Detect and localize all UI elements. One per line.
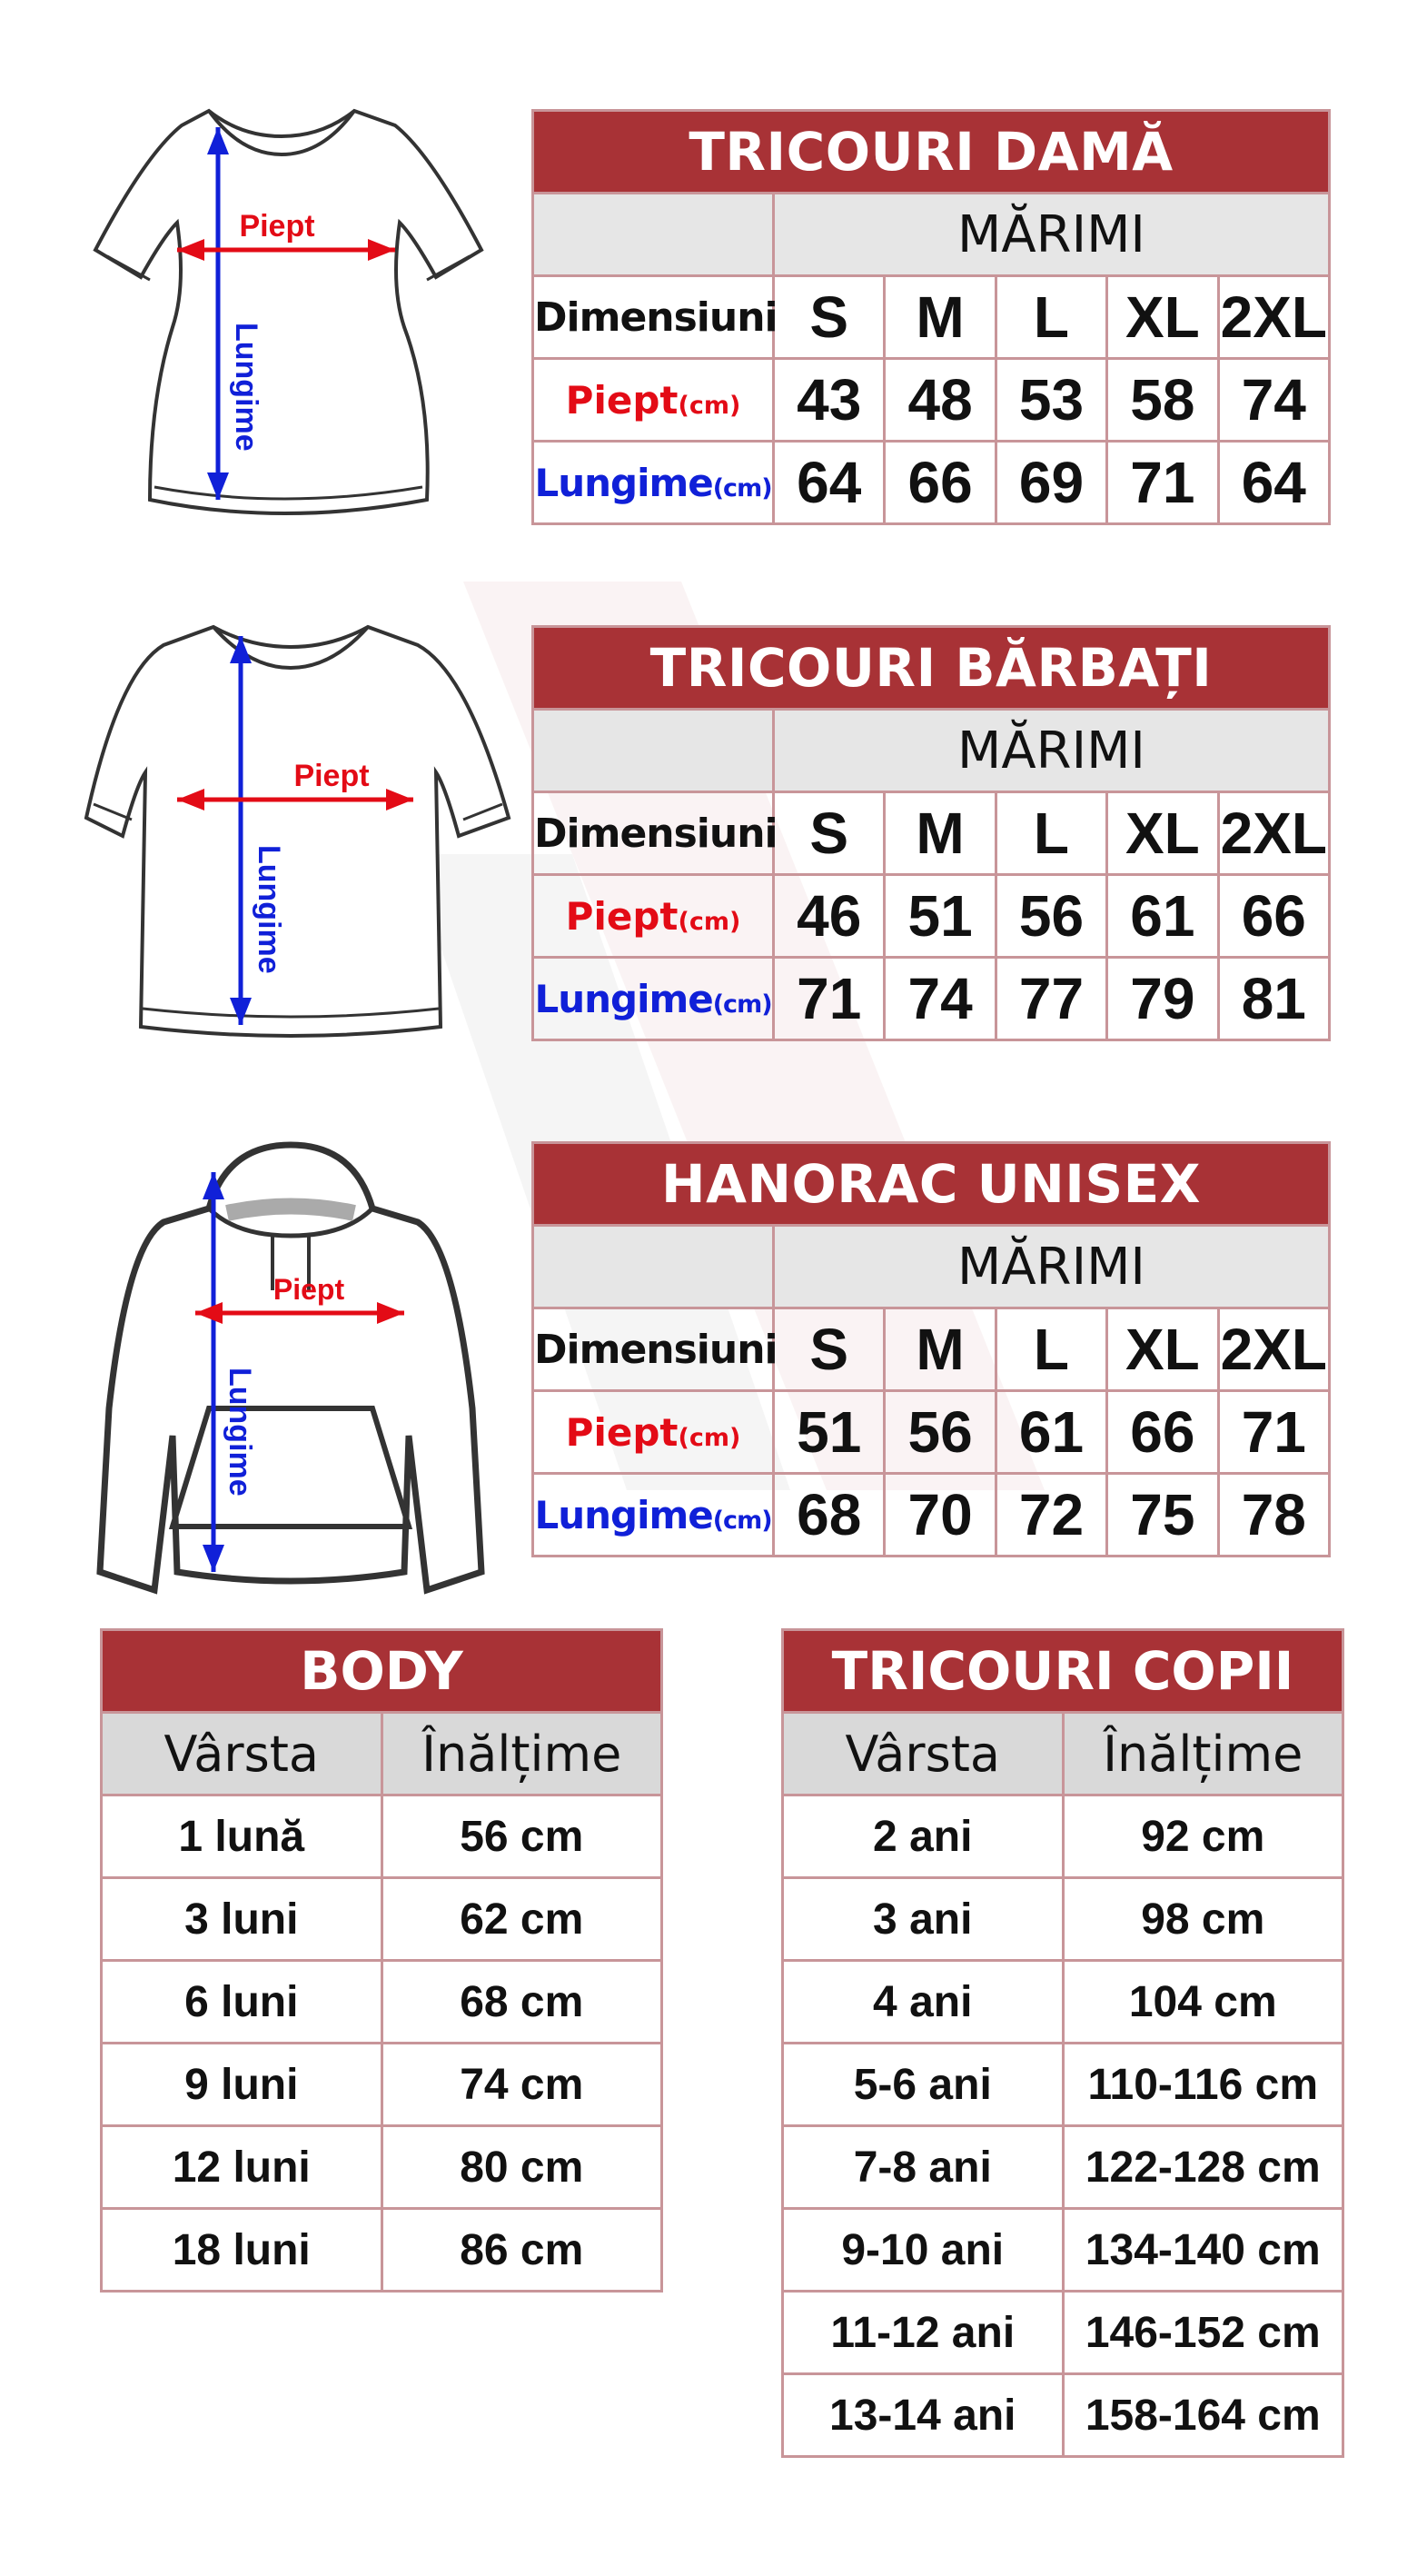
lungime-value: 75 [1107, 1474, 1218, 1557]
lungime-label: Lungime [229, 323, 263, 452]
table-row: 1 lună 56 cm [102, 1795, 662, 1878]
size-table-tricouri-barbati [531, 625, 1331, 1041]
lungime-value: 66 [885, 442, 996, 524]
table-row: 9-10 ani 134-140 cm [783, 2209, 1343, 2292]
size-header: 2XL [1218, 792, 1329, 875]
lungime-value: 77 [996, 958, 1106, 1040]
piept-row-label: Piept(cm) [533, 1391, 774, 1474]
table-row: 3 ani 98 cm [783, 1878, 1343, 1961]
piept-value: 58 [1107, 359, 1218, 442]
lungime-value: 64 [774, 442, 885, 524]
lungime-value: 68 [774, 1474, 885, 1557]
body-age-table [100, 1628, 663, 2293]
table-row: 12 luni 80 cm [102, 2126, 662, 2209]
size-table-hanorac-unisex [531, 1141, 1331, 1557]
piept-value: 56 [996, 875, 1106, 958]
piept-value: 56 [885, 1391, 996, 1474]
piept-value: 66 [1107, 1391, 1218, 1474]
piept-row-label: Piept(cm) [533, 875, 774, 958]
piept-value: 51 [885, 875, 996, 958]
piept-label: Piept [293, 759, 370, 793]
hoodie-diagram [91, 1136, 491, 1599]
size-header: M [885, 276, 996, 359]
size-header: S [774, 276, 885, 359]
lungime-value: 70 [885, 1474, 996, 1557]
inaltime-header: Înălțime [1063, 1713, 1343, 1795]
marimi-header: MĂRIMI [774, 710, 1330, 792]
dimensiuni-label: Dimensiuni [533, 276, 774, 359]
size-header: L [996, 1308, 1106, 1391]
lungime-value: 78 [1218, 1474, 1329, 1557]
size-table-tricouri-dama [531, 109, 1331, 525]
lungime-value: 71 [1107, 442, 1218, 524]
table-row: 18 luni 86 cm [102, 2209, 662, 2292]
size-header: L [996, 276, 1106, 359]
table-title: BODY [102, 1630, 662, 1713]
kids-age-table [781, 1628, 1344, 2458]
size-header: L [996, 792, 1106, 875]
lungime-value: 81 [1218, 958, 1329, 1040]
dimensiuni-label: Dimensiuni [533, 792, 774, 875]
lungime-label: Lungime [223, 1368, 257, 1497]
piept-value: 61 [996, 1391, 1106, 1474]
marimi-header: MĂRIMI [774, 1226, 1330, 1308]
lungime-value: 79 [1107, 958, 1218, 1040]
varsta-header: Vârsta [102, 1713, 382, 1795]
piept-value: 71 [1218, 1391, 1329, 1474]
size-header: XL [1107, 1308, 1218, 1391]
womens-tshirt-diagram [82, 100, 500, 527]
table-row: 13-14 ani 158-164 cm [783, 2374, 1343, 2457]
table-row: 3 luni 62 cm [102, 1878, 662, 1961]
table-row: 5-6 ani 110-116 cm [783, 2044, 1343, 2126]
lungime-value: 64 [1218, 442, 1329, 524]
lungime-value: 71 [774, 958, 885, 1040]
table-row: 2 ani 92 cm [783, 1795, 1343, 1878]
size-header: S [774, 1308, 885, 1391]
size-header: XL [1107, 276, 1218, 359]
varsta-header: Vârsta [783, 1713, 1064, 1795]
table-title: TRICOURI COPII [783, 1630, 1343, 1713]
table-title: TRICOURI DAMĂ [533, 111, 1330, 194]
lungime-row-label: Lungime(cm) [533, 442, 774, 524]
lungime-value: 72 [996, 1474, 1106, 1557]
table-row: 9 luni 74 cm [102, 2044, 662, 2126]
lungime-value: 74 [885, 958, 996, 1040]
lungime-row-label: Lungime(cm) [533, 1474, 774, 1557]
piept-row-label: Piept(cm) [533, 359, 774, 442]
piept-label: Piept [273, 1273, 345, 1306]
piept-value: 51 [774, 1391, 885, 1474]
size-header: S [774, 792, 885, 875]
inaltime-header: Înălțime [382, 1713, 662, 1795]
piept-value: 74 [1218, 359, 1329, 442]
size-header: XL [1107, 792, 1218, 875]
size-header: M [885, 792, 996, 875]
dimensiuni-label: Dimensiuni [533, 1308, 774, 1391]
piept-value: 61 [1107, 875, 1218, 958]
table-row: 11-12 ani 146-152 cm [783, 2292, 1343, 2374]
lungime-label: Lungime [252, 845, 286, 974]
piept-value: 66 [1218, 875, 1329, 958]
table-title: HANORAC UNISEX [533, 1143, 1330, 1226]
piept-label: Piept [239, 209, 315, 244]
table-row: 7-8 ani 122-128 cm [783, 2126, 1343, 2209]
size-header: M [885, 1308, 996, 1391]
mens-tshirt-diagram [86, 618, 518, 1045]
piept-value: 53 [996, 359, 1106, 442]
piept-value: 48 [885, 359, 996, 442]
piept-value: 46 [774, 875, 885, 958]
marimi-header: MĂRIMI [774, 194, 1330, 276]
table-row: 4 ani 104 cm [783, 1961, 1343, 2044]
table-title: TRICOURI BĂRBAȚI [533, 627, 1330, 710]
piept-value: 43 [774, 359, 885, 442]
lungime-row-label: Lungime(cm) [533, 958, 774, 1040]
lungime-value: 69 [996, 442, 1106, 524]
size-header: 2XL [1218, 276, 1329, 359]
size-header: 2XL [1218, 1308, 1329, 1391]
table-row: 6 luni 68 cm [102, 1961, 662, 2044]
